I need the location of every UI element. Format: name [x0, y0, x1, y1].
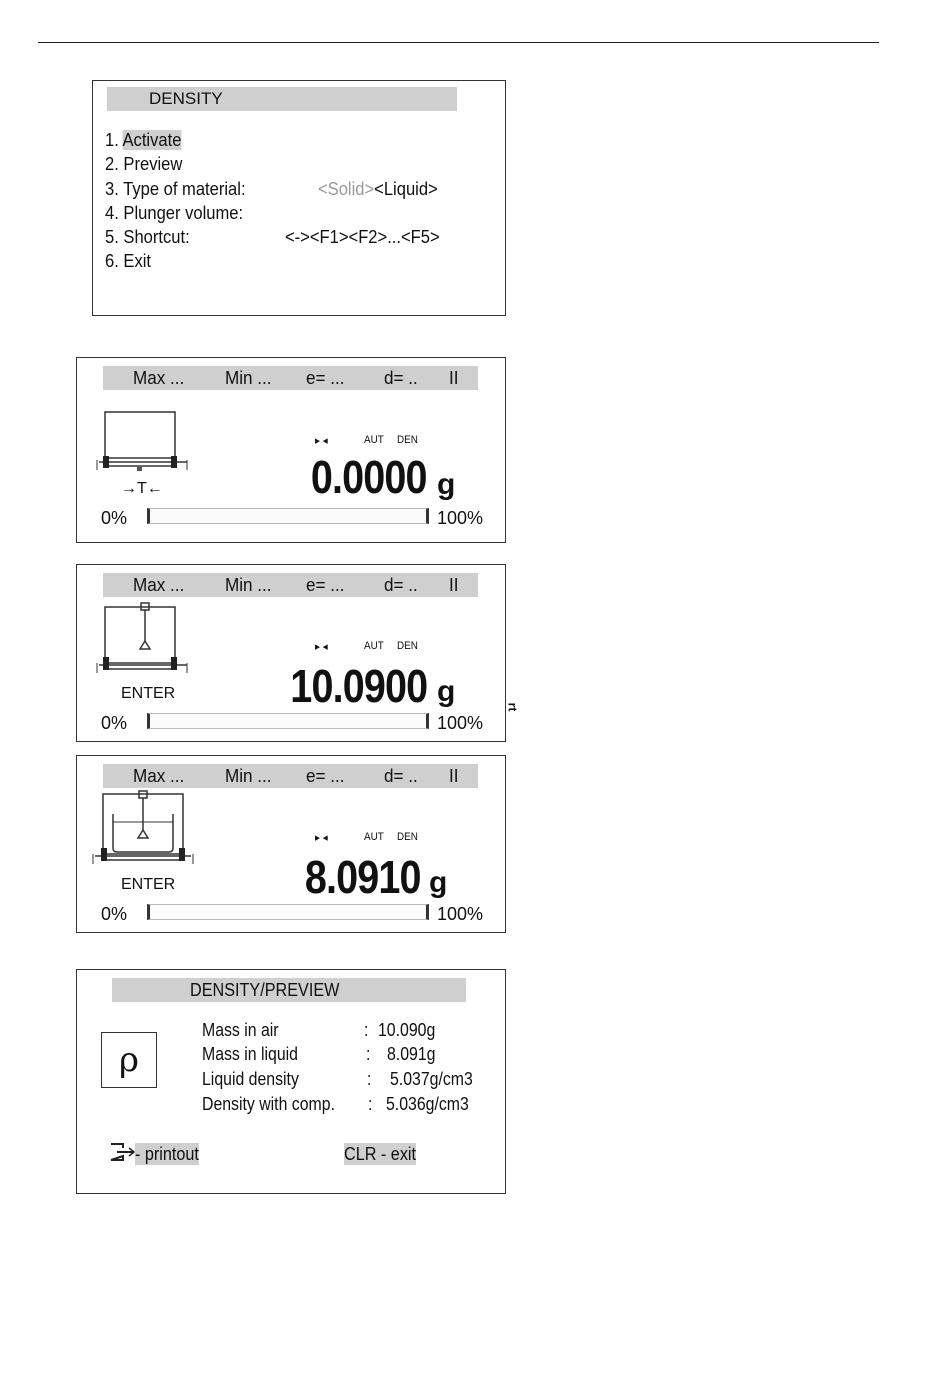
range-max-label: 100% — [437, 713, 484, 733]
mass-in-air-label: Mass in air — [202, 1020, 279, 1040]
shortcut-value: <-><F1><F2>...<F5> — [285, 227, 440, 247]
load-bar — [147, 508, 429, 524]
weighing-screen-tare — [76, 357, 506, 543]
menu-item-number: 6. — [105, 251, 119, 271]
min-label: Min ... — [225, 766, 272, 786]
den-indicator: DEN — [397, 831, 418, 843]
weight-unit: g — [437, 675, 456, 708]
den-indicator: DEN — [397, 640, 418, 652]
e-label: e= ... — [306, 766, 345, 786]
liquid-density-label: Liquid density — [202, 1069, 299, 1089]
load-bar — [147, 904, 429, 920]
menu-item-number: 3. — [105, 179, 119, 199]
density-symbol-box — [101, 1032, 157, 1088]
material-option-liquid: <Liquid> — [374, 179, 438, 199]
weight-reading: 10.0900 — [290, 660, 427, 712]
menu-item-plunger-volume[interactable] — [105, 201, 243, 225]
aut-indicator: AUT — [364, 831, 384, 843]
material-option-solid: <Solid> — [318, 179, 375, 199]
sample-in-air-icon — [95, 601, 191, 681]
accuracy-class-label: II — [449, 368, 459, 388]
stability-arrows-icon: ▸ ◂ — [315, 641, 328, 653]
d-label: d= .. — [384, 766, 418, 786]
menu-item-label: Shortcut: — [123, 227, 190, 247]
aut-indicator: AUT — [364, 640, 384, 652]
range-min-label: 0% — [101, 508, 128, 528]
max-label: Max ... — [133, 766, 185, 786]
menu-item-label: Plunger volume: — [123, 203, 244, 223]
material-options[interactable] — [318, 177, 438, 201]
preview-title: DENSITY/PREVIEW — [190, 980, 340, 1000]
menu-item-material[interactable] — [105, 177, 246, 201]
row-separator: : — [368, 1094, 373, 1114]
weight-unit: g — [429, 866, 448, 899]
rho-icon: ρ — [119, 1040, 139, 1080]
e-label: e= ... — [306, 368, 345, 388]
range-min-label: 0% — [101, 904, 128, 924]
printout-button[interactable]: - printout — [135, 1144, 199, 1164]
weight-reading: 8.0910 — [305, 851, 421, 903]
menu-item-number: 4. — [105, 203, 119, 223]
density-menu-screen — [92, 80, 506, 316]
density-with-comp-label: Density with comp. — [202, 1094, 335, 1114]
menu-item-number: 2. — [105, 154, 119, 174]
mass-in-liquid-value: 8.091g — [387, 1044, 436, 1064]
d-label: d= .. — [384, 368, 418, 388]
e-label: e= ... — [306, 575, 345, 595]
accuracy-class-label: II — [449, 575, 459, 595]
weighing-screen-liquid — [76, 755, 506, 933]
row-separator: : — [366, 1044, 371, 1064]
max-label: Max ... — [133, 575, 185, 595]
mass-in-air-value: 10.090g — [378, 1020, 436, 1040]
mass-in-liquid-label: Mass in liquid — [202, 1044, 298, 1064]
max-label: Max ... — [133, 368, 185, 388]
d-label: d= .. — [384, 575, 418, 595]
liquid-density-value: 5.037g/cm3 — [390, 1069, 473, 1089]
range-min-label: 0% — [101, 713, 128, 733]
empty-pan-icon — [95, 408, 191, 480]
menu-item-exit[interactable] — [105, 249, 151, 273]
stability-arrows-icon: ▸ ◂ — [315, 832, 328, 844]
menu-item-activate[interactable] — [105, 128, 181, 152]
menu-title: DENSITY — [149, 89, 223, 108]
printer-output-icon — [109, 1142, 137, 1162]
stability-arrows-icon: ▸ ◂ — [315, 435, 328, 447]
row-separator: : — [364, 1020, 369, 1040]
menu-item-shortcut[interactable] — [105, 225, 190, 249]
row-separator: : — [367, 1069, 372, 1089]
side-note: rt — [505, 702, 520, 712]
tare-indicator: →T← — [121, 480, 163, 497]
page-header-rule — [38, 42, 879, 43]
menu-item-label: Activate — [122, 130, 182, 150]
range-max-label: 100% — [437, 904, 484, 924]
clr-exit-button[interactable]: CLR - exit — [344, 1144, 417, 1164]
enter-key-prompt: ENTER — [121, 876, 176, 893]
menu-item-label: Exit — [123, 251, 152, 271]
min-label: Min ... — [225, 368, 272, 388]
sample-in-liquid-icon — [91, 790, 195, 870]
menu-item-label: Preview — [123, 154, 183, 174]
range-max-label: 100% — [437, 508, 484, 528]
menu-item-label: Type of material: — [123, 179, 246, 199]
den-indicator: DEN — [397, 434, 418, 446]
weighing-screen-air — [76, 564, 506, 742]
menu-item-number: 5. — [105, 227, 119, 247]
min-label: Min ... — [225, 575, 272, 595]
accuracy-class-label: II — [449, 766, 459, 786]
menu-item-number: 1. — [105, 130, 119, 150]
density-preview-screen — [76, 969, 506, 1194]
load-bar — [147, 713, 429, 729]
menu-item-preview[interactable] — [105, 152, 182, 176]
aut-indicator: AUT — [364, 434, 384, 446]
enter-key-prompt: ENTER — [121, 685, 176, 702]
density-with-comp-value: 5.036g/cm3 — [386, 1094, 469, 1114]
weight-reading: 0.0000 — [311, 451, 427, 503]
weight-unit: g — [437, 468, 456, 501]
